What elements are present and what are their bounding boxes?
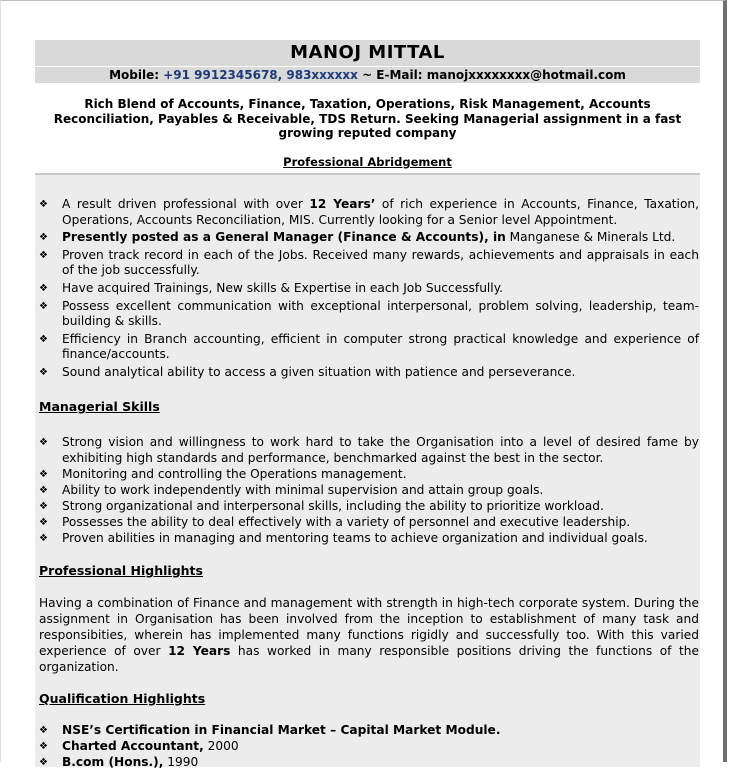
bullet-icon: ❖	[39, 249, 48, 261]
bullet-icon: ❖	[39, 300, 48, 312]
profile-summary: Rich Blend of Accounts, Finance, Taxation, Operations, Risk Management, Accounts Reconciliation, Payables & Receivable, TDS Return. Seeking Managerial assignment in a fast growing reputed company	[53, 97, 682, 140]
bullet-icon: ❖	[39, 333, 48, 345]
bullet-icon: ❖	[39, 741, 48, 752]
section-title-qualification: Qualification Highlights	[39, 691, 206, 706]
list-item: ❖ Ability to work independently with minimal supervision and attain group goals.	[39, 482, 544, 497]
candidate-name: MANOJ MITTAL	[35, 40, 700, 66]
list-item: ❖ Charted Accountant, 2000	[39, 739, 239, 753]
bullet-icon: ❖	[39, 484, 48, 496]
bullet-icon: ❖	[39, 367, 48, 379]
mobile-label: Mobile:	[109, 68, 160, 82]
list-item: ❖ Strong organizational and interpersonal skills, including the ability to prioritize workload.	[39, 498, 604, 513]
list-item: ❖ Efficiency in Branch accounting, efficient in computer strong practical knowledge and experience of finance/accounts.	[39, 331, 699, 362]
bullet-icon: ❖	[39, 725, 48, 736]
section-title-managerial: Managerial Skills	[39, 399, 160, 414]
list-item: ❖ Presently posted as a General Manager (Finance & Accounts), in Manganese & Minerals Ltd.	[39, 230, 676, 245]
bullet-icon: ❖	[39, 468, 48, 480]
contact-line	[35, 67, 700, 83]
list-item: ❖ Possesses the ability to deal effectively with a variety of personnel and executive leadership.	[39, 514, 631, 529]
bullet-icon: ❖	[39, 437, 48, 448]
list-item: ❖ Possess excellent communication with exceptional interpersonal, problem solving, leadership, team-building & skills.	[39, 298, 699, 329]
bullet-icon: ❖	[39, 516, 48, 528]
qualification-list	[39, 723, 699, 771]
bullet-icon: ❖	[39, 532, 48, 544]
abridgement-list	[39, 197, 699, 383]
list-item: ❖ Monitoring and controlling the Operations management.	[39, 466, 407, 481]
section-title-highlights: Professional Highlights	[39, 563, 203, 578]
bullet-icon: ❖	[39, 500, 48, 512]
list-item: ❖ Proven track record in each of the Jobs. Received many rewards, achievements and appraisals in each of the job successfully.	[39, 247, 699, 278]
bullet-icon: ❖	[39, 232, 48, 244]
highlights-paragraph: Having a combination of Finance and management with strength in high-tech corporate system. During the assignment in Organisation has been involved from the inception to establishment of many task and responsibities, wherein has implemented many functions rigidly and successfully too. With this varied experience of over 12 Years has worked in many responsible positions driving the functions of the organization.	[39, 596, 699, 674]
bullet-icon: ❖	[39, 757, 48, 768]
managerial-list	[39, 435, 699, 547]
list-item: ❖ Sound analytical ability to access a given situation with patience and perseverance.	[39, 365, 576, 380]
list-item: ❖ NSE’s Certification in Financial Market – Capital Market Module.	[39, 723, 501, 737]
section-title-abridgement: Professional Abridgement	[283, 155, 452, 169]
bullet-icon: ❖	[39, 199, 48, 210]
email-text[interactable]: ~ E-Mail: manojxxxxxxxx@hotmail.com	[362, 68, 626, 82]
list-item: ❖ A result driven professional with over 12 Years’ of rich experience in Accounts, Finance, Taxation, Operations, Accounts Reconciliation, MIS. Currently looking for a Senior level Appointment.	[39, 197, 700, 227]
mobile-numbers[interactable]: +91 9912345678, 983xxxxxx	[163, 68, 358, 82]
list-item: ❖ Strong vision and willingness to work hard to take the Organisation into a level of desired fame by exhibiting high standards and performance, benchmarked against the best in the sector.	[39, 435, 699, 465]
list-item: ❖ B.com (Hons.), 1990	[39, 755, 199, 769]
list-item: ❖ Have acquired Trainings, New skills & Expertise in each Job Successfully.	[39, 281, 504, 296]
list-item: ❖ Proven abilities in managing and mentoring teams to achieve organization and individual goals.	[39, 530, 648, 545]
bullet-icon: ❖	[39, 283, 48, 295]
